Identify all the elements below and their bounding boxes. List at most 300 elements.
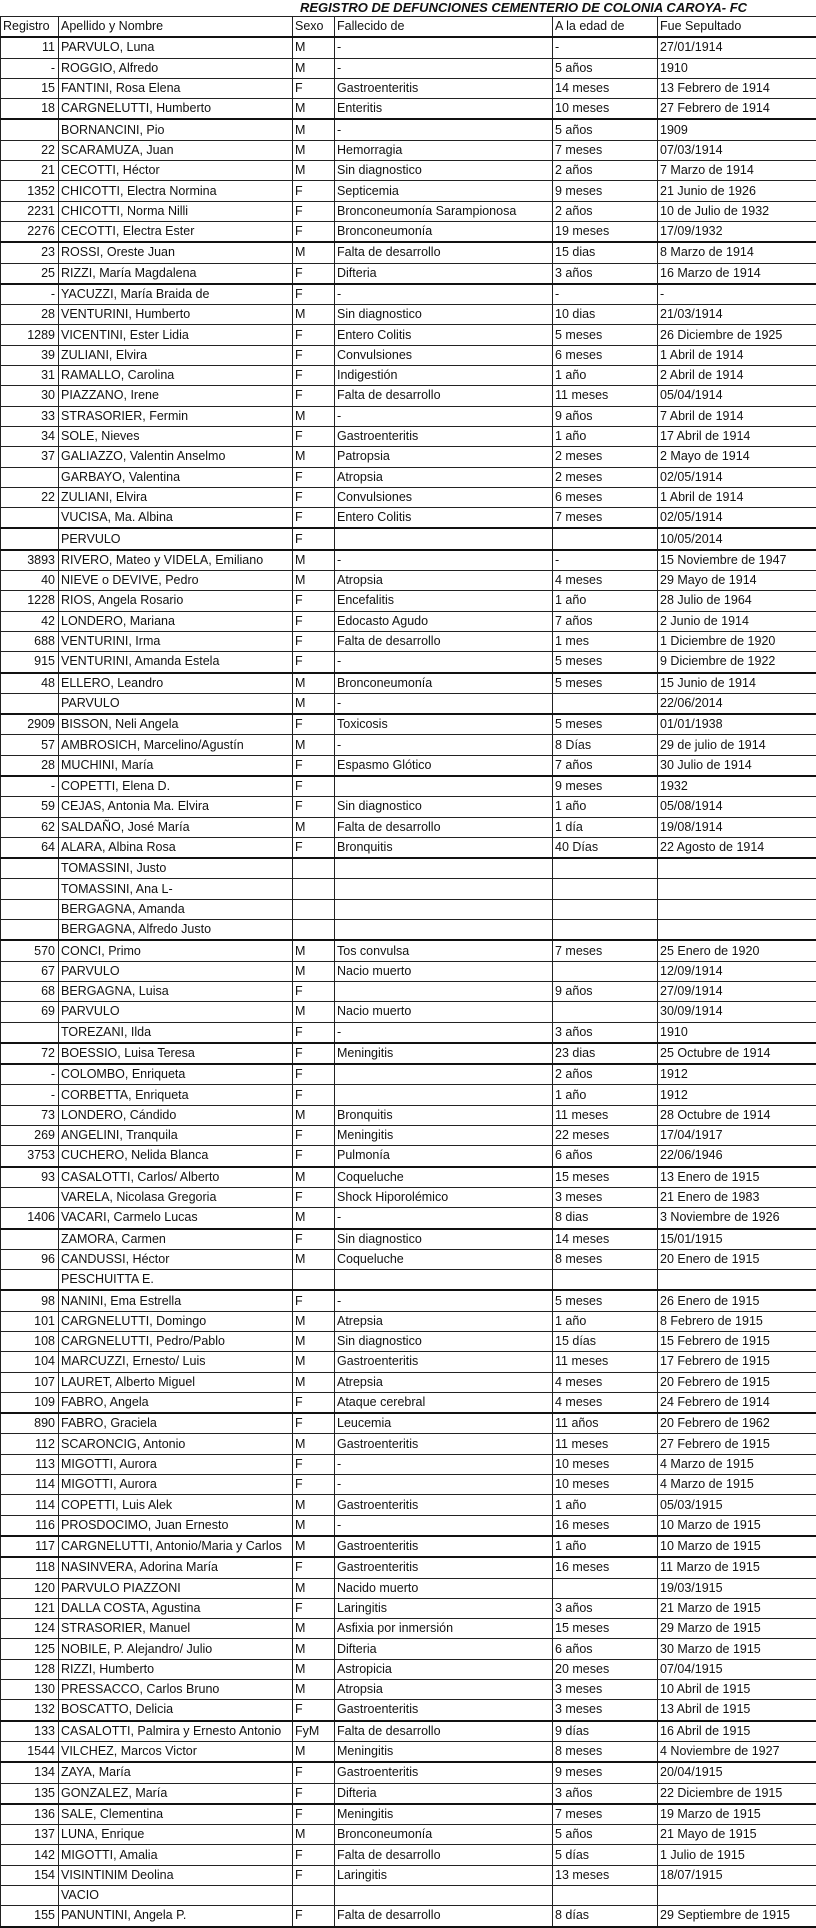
burial-cell: 22/06/1946 [658,1146,816,1167]
age-cell: 9 años [553,981,658,1001]
registro-cell: 62 [1,817,59,837]
burial-cell: 17/04/1917 [658,1126,816,1146]
age-cell: 11 meses [553,1105,658,1125]
table-row [1,1578,816,1598]
registro-cell [1,693,59,714]
age-cell: 7 meses [553,508,658,529]
header-sepultado: Fue Sepultado [658,17,816,38]
table-row [1,1536,816,1557]
name-cell: LUNA, Enrique [59,1825,293,1845]
sexo-cell: F [293,1043,335,1064]
sexo-cell: M [293,99,335,120]
registro-cell: 1289 [1,325,59,345]
name-cell: GALIAZZO, Valentin Anselmo [59,447,293,467]
registro-cell: 23 [1,242,59,263]
burial-cell: 24 Febrero de 1914 [658,1392,816,1413]
registro-cell: 3893 [1,550,59,571]
table-row [1,528,816,549]
name-cell: VENTURINI, Humberto [59,305,293,325]
sexo-cell: M [293,1208,335,1229]
name-cell: LAURET, Alberto Miguel [59,1372,293,1392]
name-cell: VILCHEZ, Marcos Victor [59,1741,293,1762]
registro-cell: 112 [1,1434,59,1454]
name-cell: ZULIANI, Elvira [59,345,293,365]
age-cell: 3 años [553,1598,658,1618]
sexo-cell: F [293,1187,335,1207]
cause-cell [335,1064,553,1085]
table-row [1,1064,816,1085]
name-cell: CHICOTTI, Norma Nilli [59,201,293,221]
name-cell: VUCISA, Ma. Albina [59,508,293,529]
age-cell: 1 mes [553,631,658,651]
cause-cell [335,528,553,549]
table-row [1,735,816,755]
sexo-cell: F [293,426,335,446]
age-cell: 14 meses [553,78,658,98]
name-cell: ROGGIO, Alfredo [59,58,293,78]
cause-cell: Falta de desarrollo [335,817,553,837]
sexo-cell [293,1270,335,1291]
sexo-cell: FyM [293,1721,335,1742]
cause-cell: Gastroenteritis [335,78,553,98]
registro-cell: 1544 [1,1741,59,1762]
burial-cell [658,920,816,941]
age-cell: 5 años [553,119,658,140]
header-row [1,17,816,38]
burial-cell: 1912 [658,1085,816,1105]
name-cell: BOSCATTO, Delicia [59,1700,293,1721]
burial-cell: 30/09/1914 [658,1002,816,1022]
sexo-cell: M [293,1578,335,1598]
name-cell: PERVULO [59,528,293,549]
name-cell: BERGAGNA, Amanda [59,899,293,919]
name-cell: STRASORIER, Fermin [59,406,293,426]
name-cell: RIOS, Angela Rosario [59,591,293,611]
registro-cell: - [1,776,59,797]
burial-cell: 26 Diciembre de 1925 [658,325,816,345]
cause-cell: Atropsia [335,571,553,591]
age-cell: 8 meses [553,1741,658,1762]
registro-cell: 72 [1,1043,59,1064]
registro-cell: 915 [1,652,59,673]
cause-cell: Sin diagnostico [335,797,553,817]
table-row [1,1825,816,1845]
registro-cell: - [1,58,59,78]
table-row [1,1002,816,1022]
registro-cell: 137 [1,1825,59,1845]
sexo-cell: M [293,673,335,694]
name-cell: CASALOTTI, Carlos/ Alberto [59,1167,293,1188]
sexo-cell: M [293,817,335,837]
burial-cell: 27 Febrero de 1914 [658,99,816,120]
age-cell [553,1002,658,1022]
age-cell: 6 meses [553,345,658,365]
table-row [1,201,816,221]
registro-cell: 688 [1,631,59,651]
name-cell: VARELA, Nicolasa Gregoria [59,1187,293,1207]
cause-cell: Falta de desarrollo [335,1845,553,1865]
age-cell: 1 año [553,1085,658,1105]
cause-cell [335,879,553,899]
table-row [1,1783,816,1804]
cause-cell: Convulsiones [335,487,553,507]
name-cell: DALLA COSTA, Agustina [59,1598,293,1618]
age-cell [553,693,658,714]
burial-cell: 25 Octubre de 1914 [658,1043,816,1064]
burial-cell: 29 Septiembre de 1915 [658,1906,816,1927]
burial-cell: 1909 [658,119,816,140]
registro-cell: 154 [1,1865,59,1885]
burial-cell: 21/03/1914 [658,305,816,325]
burial-cell [658,858,816,879]
table-row [1,631,816,651]
age-cell: 14 meses [553,1229,658,1250]
name-cell: PANUNTINI, Angela P. [59,1906,293,1927]
cause-cell [335,776,553,797]
cause-cell: Difteria [335,1783,553,1804]
sexo-cell: M [293,550,335,571]
sexo-cell: M [293,1002,335,1022]
name-cell: PARVULO [59,1002,293,1022]
burial-cell: 1910 [658,1022,816,1043]
registro-cell: 120 [1,1578,59,1598]
registro-cell: 22 [1,140,59,160]
sexo-cell: F [293,1906,335,1927]
table-row [1,1043,816,1064]
registro-cell: 25 [1,263,59,284]
registro-cell: 1228 [1,591,59,611]
age-cell: 1 año [553,366,658,386]
sexo-cell: M [293,961,335,981]
sexo-cell: M [293,1680,335,1700]
cause-cell: Coqueluche [335,1249,553,1269]
registro-cell: - [1,1085,59,1105]
registro-cell: 34 [1,426,59,446]
cause-cell: Falta de desarrollo [335,1721,553,1742]
name-cell: FABRO, Graciela [59,1413,293,1434]
table-row [1,1495,816,1515]
cause-cell: Meningitis [335,1741,553,1762]
registro-cell [1,528,59,549]
sexo-cell [293,858,335,879]
age-cell: 11 meses [553,386,658,406]
age-cell: 4 meses [553,1372,658,1392]
name-cell: SCARONCIG, Antonio [59,1434,293,1454]
cause-cell: Sin diagnostico [335,1229,553,1250]
name-cell: PESCHUITTA E. [59,1270,293,1291]
sexo-cell: F [293,345,335,365]
name-cell: CARGNELUTTI, Domingo [59,1311,293,1331]
registro-cell: 39 [1,345,59,365]
age-cell [553,961,658,981]
registro-cell [1,467,59,487]
age-cell: 3 años [553,1783,658,1804]
table-row [1,1085,816,1105]
burial-cell: 26 Enero de 1915 [658,1290,816,1311]
burial-cell: 15 Febrero de 1915 [658,1332,816,1352]
age-cell: 8 dias [553,1208,658,1229]
burial-cell [658,1886,816,1906]
age-cell: 1 año [553,426,658,446]
table-row [1,1126,816,1146]
table-row [1,99,816,120]
age-cell: 10 dias [553,305,658,325]
registro-cell: 890 [1,1413,59,1434]
registro-cell: 30 [1,386,59,406]
table-row [1,1721,816,1742]
table-row [1,1208,816,1229]
burial-cell: 07/03/1914 [658,140,816,160]
registro-cell: 155 [1,1906,59,1927]
age-cell: 9 meses [553,181,658,201]
table-row [1,140,816,160]
sexo-cell: F [293,1865,335,1885]
table-row [1,305,816,325]
sexo-cell: F [293,284,335,305]
cause-cell: Bronconeumonía [335,221,553,242]
table-row [1,1619,816,1639]
cause-cell: - [335,58,553,78]
age-cell: 2 años [553,161,658,181]
sexo-cell: F [293,263,335,284]
name-cell: ZAYA, María [59,1762,293,1783]
cause-cell: Hemorragia [335,140,553,160]
registro-cell [1,1022,59,1043]
table-row [1,1845,816,1865]
age-cell [553,1886,658,1906]
name-cell: SOLE, Nieves [59,426,293,446]
table-row [1,1741,816,1762]
age-cell: 10 meses [553,1454,658,1474]
table-row [1,366,816,386]
age-cell: 7 meses [553,1804,658,1825]
name-cell: CORBETTA, Enriqueta [59,1085,293,1105]
sexo-cell: F [293,528,335,549]
name-cell: SALE, Clementina [59,1804,293,1825]
cause-cell: Falta de desarrollo [335,1906,553,1927]
cause-cell: Falta de desarrollo [335,242,553,263]
age-cell: 3 meses [553,1680,658,1700]
name-cell: VISINTINIM Deolina [59,1865,293,1885]
registro-cell: 117 [1,1536,59,1557]
age-cell: 1 año [553,797,658,817]
page-title: REGISTRO DE DEFUNCIONES CEMENTERIO DE COLONIA CAROYA- FC [300,0,816,16]
sexo-cell: F [293,386,335,406]
name-cell: RIZZI, María Magdalena [59,263,293,284]
cause-cell: Entero Colitis [335,508,553,529]
age-cell: 4 meses [553,571,658,591]
cause-cell: Pulmonía [335,1146,553,1167]
burial-cell: 17/09/1932 [658,221,816,242]
registro-cell: 67 [1,961,59,981]
name-cell: AMBROSICH, Marcelino/Agustín [59,735,293,755]
sexo-cell [293,920,335,941]
sexo-cell: F [293,1700,335,1721]
table-row [1,1352,816,1372]
age-cell: 5 meses [553,652,658,673]
burial-cell: 05/04/1914 [658,386,816,406]
name-cell: CARGNELUTTI, Antonio/Maria y Carlos [59,1536,293,1557]
age-cell: 1 año [553,1495,658,1515]
cause-cell: Bronconeumonía [335,1825,553,1845]
cause-cell: Encefalitis [335,591,553,611]
registro-cell: 33 [1,406,59,426]
name-cell: CANDUSSI, Héctor [59,1249,293,1269]
name-cell: NOBILE, P. Alejandro/ Julio [59,1639,293,1659]
registro-cell: 269 [1,1126,59,1146]
table-row [1,611,816,631]
age-cell: 7 meses [553,140,658,160]
table-row [1,508,816,529]
registro-cell: 109 [1,1392,59,1413]
burial-cell: - [658,284,816,305]
table-row [1,1639,816,1659]
name-cell: BORNANCINI, Pio [59,119,293,140]
name-cell: VACIO [59,1886,293,1906]
burial-cell: 13 Febrero de 1914 [658,78,816,98]
registro-cell [1,899,59,919]
header-fallecido-de: Fallecido de [335,17,553,38]
registro-cell: 1352 [1,181,59,201]
registro-cell: 113 [1,1454,59,1474]
cause-cell: - [335,119,553,140]
burial-cell: 4 Marzo de 1915 [658,1454,816,1474]
burial-cell: 10 Marzo de 1915 [658,1536,816,1557]
table-row [1,1762,816,1783]
name-cell: VACARI, Carmelo Lucas [59,1208,293,1229]
registro-cell: 107 [1,1372,59,1392]
table-row [1,1270,816,1291]
table-row [1,1598,816,1618]
name-cell: ALARA, Albina Rosa [59,837,293,858]
sexo-cell: M [293,119,335,140]
cause-cell: Coqueluche [335,1167,553,1188]
registro-cell: 136 [1,1804,59,1825]
burial-cell: 25 Enero de 1920 [658,940,816,961]
registro-cell: 98 [1,1290,59,1311]
table-row [1,78,816,98]
name-cell: MUCHINI, María [59,755,293,776]
age-cell: 8 meses [553,1249,658,1269]
name-cell: CEJAS, Antonia Ma. Elvira [59,797,293,817]
name-cell: ZULIANI, Elvira [59,487,293,507]
name-cell: FABRO, Angela [59,1392,293,1413]
table-row [1,858,816,879]
sexo-cell: M [293,735,335,755]
cause-cell: Bronquitis [335,837,553,858]
name-cell: ZAMORA, Carmen [59,1229,293,1250]
sexo-cell: M [293,1515,335,1536]
age-cell: 6 meses [553,487,658,507]
sexo-cell: F [293,1475,335,1495]
age-cell: 5 meses [553,325,658,345]
age-cell: 16 meses [553,1515,658,1536]
name-cell: ANGELINI, Tranquila [59,1126,293,1146]
cause-cell: - [335,406,553,426]
burial-cell: 15/01/1915 [658,1229,816,1250]
age-cell: 40 Días [553,837,658,858]
cause-cell: Entero Colitis [335,325,553,345]
table-row [1,467,816,487]
table-row [1,652,816,673]
sexo-cell: F [293,981,335,1001]
name-cell: BOESSIO, Luisa Teresa [59,1043,293,1064]
age-cell: 8 Días [553,735,658,755]
table-row [1,221,816,242]
registro-cell: - [1,284,59,305]
burial-cell: 22 Agosto de 1914 [658,837,816,858]
sexo-cell: M [293,1311,335,1331]
registro-cell: 132 [1,1700,59,1721]
table-row [1,1105,816,1125]
age-cell: 9 meses [553,1762,658,1783]
sexo-cell: M [293,1639,335,1659]
burial-cell: 1 Julio de 1915 [658,1845,816,1865]
cause-cell: - [335,1475,553,1495]
table-row [1,797,816,817]
table-row [1,714,816,735]
registro-cell: 57 [1,735,59,755]
records-body [1,37,816,1926]
age-cell: 11 meses [553,1352,658,1372]
burial-cell: 1910 [658,58,816,78]
name-cell: MARCUZZI, Ernesto/ Luis [59,1352,293,1372]
burial-cell: 2 Abril de 1914 [658,366,816,386]
name-cell: PARVULO, Luna [59,37,293,58]
age-cell: 7 meses [553,940,658,961]
age-cell: 6 años [553,1639,658,1659]
name-cell: RAMALLO, Carolina [59,366,293,386]
age-cell: 3 años [553,263,658,284]
name-cell: ROSSI, Oreste Juan [59,242,293,263]
sexo-cell: F [293,837,335,858]
cause-cell: Astropicia [335,1659,553,1679]
burial-cell: 19 Marzo de 1915 [658,1804,816,1825]
registro-cell [1,858,59,879]
table-row [1,1392,816,1413]
sexo-cell: M [293,161,335,181]
table-row [1,1311,816,1331]
registro-cell: 48 [1,673,59,694]
records-table [0,16,816,1928]
sexo-cell: F [293,487,335,507]
burial-cell: 1 Diciembre de 1920 [658,631,816,651]
cause-cell [335,1270,553,1291]
table-row [1,1167,816,1188]
name-cell: COPETTI, Luis Alek [59,1495,293,1515]
burial-cell: 4 Noviembre de 1927 [658,1741,816,1762]
sexo-cell: M [293,1105,335,1125]
table-row [1,284,816,305]
cause-cell: - [335,550,553,571]
table-row [1,879,816,899]
burial-cell [658,879,816,899]
registro-cell [1,1229,59,1250]
sexo-cell: F [293,631,335,651]
cause-cell [335,1085,553,1105]
age-cell [553,920,658,941]
cause-cell: Gastroenteritis [335,1434,553,1454]
cause-cell: Bronconeumonía [335,673,553,694]
table-row [1,1413,816,1434]
registro-cell: 42 [1,611,59,631]
cause-cell [335,858,553,879]
cause-cell: Nacio muerto [335,1002,553,1022]
sexo-cell: M [293,940,335,961]
registro-cell: 69 [1,1002,59,1022]
age-cell: 5 meses [553,673,658,694]
table-row [1,1680,816,1700]
